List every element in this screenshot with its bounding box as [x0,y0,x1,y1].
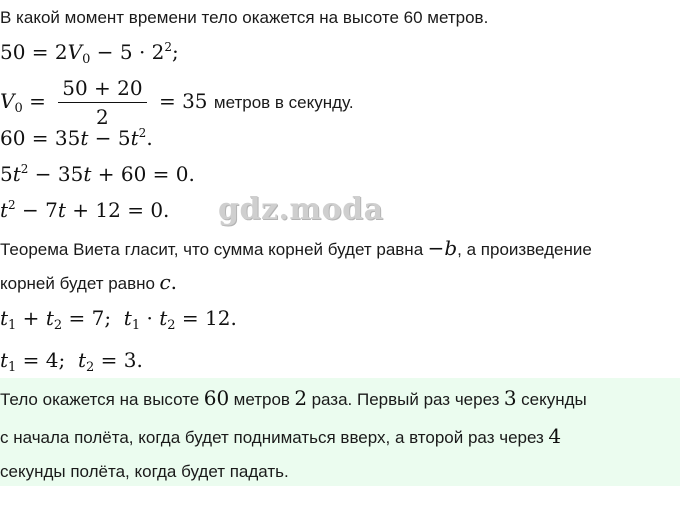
answer-text-1c: раза. Первый раз через [311,390,500,409]
fraction: $\frac{50 + 20}{2}$ [58,76,146,129]
answer-line-2 [0,424,561,448]
answer-height: 60 [203,386,230,410]
answer-block [0,378,680,486]
answer-t2: 4 [548,424,562,448]
watermark-logo: gdz.moda [218,192,384,227]
equation-v0: $V_0$ = $\frac{50 + 20}{2}$ = 35 метров в секунду. [0,76,354,129]
answer-times: 2 [294,386,308,410]
answer-t1: 3 [503,386,517,410]
equation-5: $t^2 - 7t + 12 = 0$. [0,198,170,222]
answer-text-2a: с начала полёта, когда будет подниматься вверх, а второй раз через [0,428,544,447]
question-text: В какой момент времени тело окажется на высоте 60 метров. [0,8,489,27]
equation-vieta: $t_1 + t_2 = 7$; $t_1 \cdot t_2 = 12$. [0,306,237,333]
answer-line-3 [0,462,289,482]
question-line [0,8,488,28]
v0-unit-text: метров в секунду. [213,93,354,112]
theorem-line-2: корней будет равно c. [0,270,178,294]
equation-1: $50 = 2V_0 - 5 \cdot 2^2$; [0,40,179,67]
answer-text-3: секунды полёта, когда будет падать. [0,462,289,481]
equation-roots: $t_1 = 4$; $t_2 = 3$. [0,348,143,375]
theorem-text-1: Теорема Виета гласит, что сумма корней будет равна [0,240,424,259]
theorem-text-2: корней будет равно [0,274,156,293]
theorem-line-1: Теорема Виета гласит, что сумма корней будет равна −b, а произведение [0,236,592,260]
answer-line-1 [0,386,587,410]
equation-3: $60 = 35t - 5t^2$. [0,126,153,150]
equation-4: $5t^2 - 35t + 60 = 0$. [0,162,195,186]
answer-text-1b: метров [233,390,290,409]
answer-text-1a: Тело окажется на высоте [0,390,200,409]
answer-text-1d: секунды [521,390,587,409]
theorem-text-1b: , а произведение [457,240,592,259]
